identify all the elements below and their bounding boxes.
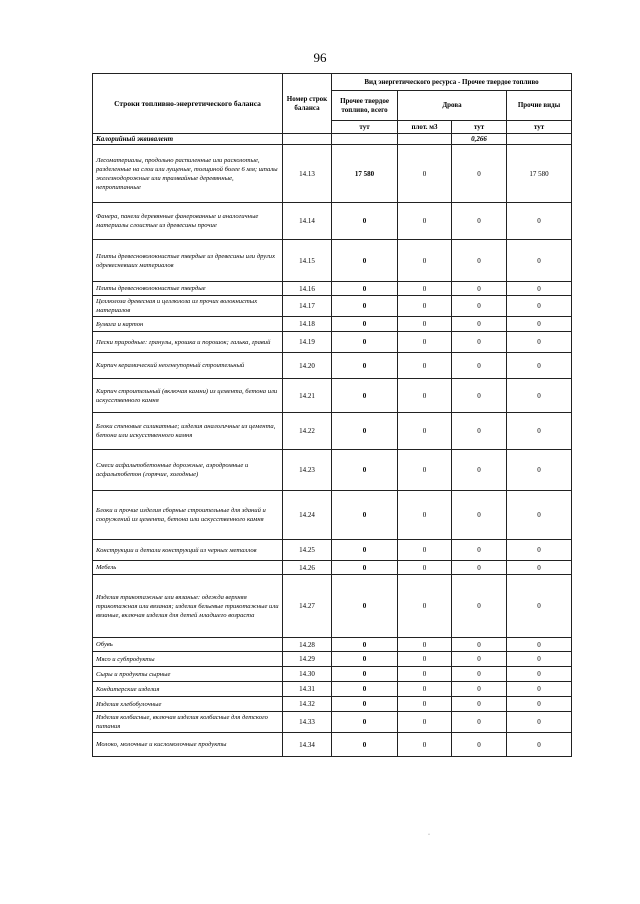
row-name: Плиты древесноволокнистые твердые из древесины или других одревесневших материалов: [93, 240, 283, 282]
row-code: 14.18: [283, 317, 332, 332]
table-row: [93, 282, 572, 296]
row-name: Мебель: [93, 561, 283, 575]
header-col-firewood: Дрова: [398, 91, 507, 121]
row-value-other-solid-tut: 0: [332, 575, 398, 638]
row-value-firewood-tut: 0: [452, 682, 507, 697]
row-code: 14.20: [283, 353, 332, 379]
row-value-other-kinds-tut: 0: [507, 561, 572, 575]
row-value-firewood-m3: 0: [398, 540, 452, 561]
row-value-firewood-m3: 0: [398, 652, 452, 667]
row-value-firewood-tut: 0: [452, 353, 507, 379]
table-row: [93, 540, 572, 561]
header-code-label: Номер строк баланса: [283, 74, 332, 134]
row-value-firewood-m3: 0: [398, 733, 452, 757]
table-row: [93, 203, 572, 240]
row-name: Блоки стеновые силикатные; изделия аналогичные из цемента, бетона или искусственного камня: [93, 413, 283, 450]
row-value-other-kinds-tut: 0: [507, 697, 572, 712]
row-value-firewood-m3: 0: [398, 712, 452, 733]
row-value-firewood-tut: 0: [452, 638, 507, 652]
row-value-other-kinds-tut: 0: [507, 652, 572, 667]
row-name: Целлюлоза древесная и целлюлоза из прочих волокнистых материалов: [93, 296, 283, 317]
row-value-firewood-m3: 0: [398, 638, 452, 652]
unit-tut: тут: [452, 121, 507, 134]
page-number: 96: [313, 50, 327, 65]
row-value-other-kinds-tut: 17 580: [507, 145, 572, 203]
row-value-other-solid-tut: 0: [332, 282, 398, 296]
row-value-firewood-tut: 0: [452, 733, 507, 757]
row-value-other-solid-tut: 0: [332, 203, 398, 240]
row-value-firewood-m3: 0: [398, 561, 452, 575]
row-value-other-kinds-tut: 0: [507, 733, 572, 757]
energy-balance-table: [92, 73, 572, 757]
table-row: [93, 682, 572, 697]
table-row: [93, 353, 572, 379]
row-value-firewood-tut: 0: [452, 491, 507, 540]
row-name: Мясо и субпродукты: [93, 652, 283, 667]
unit-tut: тут: [507, 121, 572, 134]
row-value-firewood-tut: 0: [452, 540, 507, 561]
row-name: Фанера, панели деревянные фанерованные и аналогичные материалы слоистые из древесины прочие: [93, 203, 283, 240]
row-value-other-solid-tut: 0: [332, 296, 398, 317]
row-value-firewood-tut: 0: [452, 145, 507, 203]
table-row: [93, 667, 572, 682]
row-value-other-kinds-tut: 0: [507, 638, 572, 652]
table-row: [93, 697, 572, 712]
table-row: [93, 575, 572, 638]
calorific-value: 0,266: [452, 134, 507, 145]
row-name: Изделия хлебобулочные: [93, 697, 283, 712]
row-value-other-solid-tut: 0: [332, 697, 398, 712]
row-code: 14.28: [283, 638, 332, 652]
row-name: Сыры и продукты сырные: [93, 667, 283, 682]
row-value-firewood-tut: 0: [452, 317, 507, 332]
row-value-firewood-tut: 0: [452, 282, 507, 296]
row-name: Кондитерские изделия: [93, 682, 283, 697]
table-row: [93, 145, 572, 203]
table-row: [93, 638, 572, 652]
row-value-other-kinds-tut: 0: [507, 682, 572, 697]
row-code: 14.13: [283, 145, 332, 203]
row-value-other-kinds-tut: 0: [507, 282, 572, 296]
row-value-other-solid-tut: 0: [332, 413, 398, 450]
row-code: 14.26: [283, 561, 332, 575]
header-row-label: Строки топливно-энергетического баланса: [93, 74, 283, 134]
row-value-other-kinds-tut: 0: [507, 353, 572, 379]
table-row: [93, 733, 572, 757]
row-value-firewood-tut: 0: [452, 712, 507, 733]
table-row: [93, 450, 572, 491]
row-value-other-kinds-tut: 0: [507, 413, 572, 450]
row-value-firewood-tut: 0: [452, 332, 507, 353]
row-code: 14.14: [283, 203, 332, 240]
calorific-label: Калорийный эквивалент: [93, 134, 283, 145]
row-name: Молоко, молочные и кисломолочные продукты: [93, 733, 283, 757]
table-row: [93, 712, 572, 733]
row-name: Обувь: [93, 638, 283, 652]
row-code: 14.16: [283, 282, 332, 296]
row-code: 14.17: [283, 296, 332, 317]
header-col-other-kinds: Прочие виды: [507, 91, 572, 121]
row-code: 14.33: [283, 712, 332, 733]
row-value-other-kinds-tut: 0: [507, 203, 572, 240]
row-value-firewood-tut: 0: [452, 667, 507, 682]
row-value-other-kinds-tut: 0: [507, 491, 572, 540]
row-value-firewood-m3: 0: [398, 491, 452, 540]
table-row: [93, 413, 572, 450]
row-name: Лесоматериалы, продольно распиленные или расколотые, разделенные на слои или лущеные, толщиной более 6 мм; шпалы железнодорожные или трамвайные деревянные, непропитанные: [93, 145, 283, 203]
row-value-other-solid-tut: 0: [332, 733, 398, 757]
row-code: 14.31: [283, 682, 332, 697]
row-value-firewood-m3: 0: [398, 450, 452, 491]
row-code: 14.15: [283, 240, 332, 282]
row-value-firewood-tut: 0: [452, 203, 507, 240]
row-value-other-solid-tut: 0: [332, 491, 398, 540]
row-code: 14.30: [283, 667, 332, 682]
row-name: Кирпич строительный (включая камни) из цемента, бетона или искусственного камня: [93, 379, 283, 413]
row-value-other-kinds-tut: 0: [507, 540, 572, 561]
table-row: [93, 561, 572, 575]
row-name: Смеси асфальтобетонные дорожные, аэродромные и асфальтобетон (горячие, холодные): [93, 450, 283, 491]
row-value-other-kinds-tut: 0: [507, 667, 572, 682]
row-value-other-kinds-tut: 0: [507, 450, 572, 491]
row-value-firewood-m3: 0: [398, 317, 452, 332]
row-value-firewood-tut: 0: [452, 561, 507, 575]
table-row: [93, 317, 572, 332]
row-value-firewood-tut: 0: [452, 575, 507, 638]
row-code: 14.32: [283, 697, 332, 712]
row-value-other-solid-tut: 0: [332, 667, 398, 682]
row-name: Конструкции и детали конструкций из черных металлов: [93, 540, 283, 561]
unit-tut: тут: [332, 121, 398, 134]
row-name: Плиты древесноволокнистые твердые: [93, 282, 283, 296]
row-code: 14.27: [283, 575, 332, 638]
unit-m3: плот. м3: [398, 121, 452, 134]
row-value-firewood-m3: 0: [398, 240, 452, 282]
row-value-firewood-m3: 0: [398, 697, 452, 712]
row-value-other-solid-tut: 0: [332, 712, 398, 733]
row-code: 14.22: [283, 413, 332, 450]
row-value-firewood-m3: 0: [398, 145, 452, 203]
row-name: Бумага и картон: [93, 317, 283, 332]
row-name: Изделия колбасные, включая изделия колбасные для детского питания: [93, 712, 283, 733]
row-value-other-solid-tut: 0: [332, 332, 398, 353]
row-value-firewood-tut: 0: [452, 379, 507, 413]
table-row: [93, 652, 572, 667]
row-code: 14.19: [283, 332, 332, 353]
row-value-firewood-m3: 0: [398, 413, 452, 450]
row-value-firewood-tut: 0: [452, 296, 507, 317]
table-row: [93, 296, 572, 317]
row-value-firewood-tut: 0: [452, 652, 507, 667]
row-value-other-solid-tut: 0: [332, 682, 398, 697]
row-value-other-kinds-tut: 0: [507, 317, 572, 332]
row-value-firewood-tut: 0: [452, 413, 507, 450]
row-value-firewood-m3: 0: [398, 682, 452, 697]
row-value-firewood-m3: 0: [398, 296, 452, 317]
row-code: 14.23: [283, 450, 332, 491]
row-value-firewood-tut: 0: [452, 450, 507, 491]
row-value-other-solid-tut: 0: [332, 450, 398, 491]
row-value-other-solid-tut: 0: [332, 379, 398, 413]
row-value-firewood-m3: 0: [398, 282, 452, 296]
row-name: Пески природные: гранулы, крошка и порошок; галька, гравий: [93, 332, 283, 353]
row-value-firewood-m3: 0: [398, 203, 452, 240]
row-value-other-solid-tut: 0: [332, 540, 398, 561]
row-code: 14.21: [283, 379, 332, 413]
row-name: Изделия трикотажные или вязаные: одежда верхняя трикотажная или вязаная; изделия бельевые трикотажные или вязаные, включая изделия для детей младшего возраста: [93, 575, 283, 638]
row-code: 14.24: [283, 491, 332, 540]
row-value-other-kinds-tut: 0: [507, 379, 572, 413]
row-value-other-solid-tut: 0: [332, 638, 398, 652]
row-value-other-solid-tut: 0: [332, 652, 398, 667]
row-value-other-solid-tut: 17 580: [332, 145, 398, 203]
row-value-other-kinds-tut: 0: [507, 575, 572, 638]
row-code: 14.25: [283, 540, 332, 561]
row-value-firewood-m3: 0: [398, 575, 452, 638]
row-value-firewood-m3: 0: [398, 332, 452, 353]
row-value-firewood-tut: 0: [452, 240, 507, 282]
row-value-other-kinds-tut: 0: [507, 712, 572, 733]
header-resource-label: Вид энергетического ресурса - Прочее твердое топливо: [332, 74, 572, 91]
row-value-firewood-m3: 0: [398, 379, 452, 413]
row-code: 14.29: [283, 652, 332, 667]
table-row: [93, 379, 572, 413]
row-value-other-solid-tut: 0: [332, 317, 398, 332]
row-value-other-solid-tut: 0: [332, 353, 398, 379]
row-value-firewood-tut: 0: [452, 697, 507, 712]
row-value-other-kinds-tut: 0: [507, 240, 572, 282]
table-row: [93, 332, 572, 353]
header-col-other-solid: Прочее твердое топливо, всего: [332, 91, 398, 121]
row-value-firewood-m3: 0: [398, 667, 452, 682]
row-value-other-solid-tut: 0: [332, 561, 398, 575]
row-name: Блоки и прочие изделия сборные строительные для зданий и сооружений из цемента, бетона или искусственного камня: [93, 491, 283, 540]
row-code: 14.34: [283, 733, 332, 757]
row-value-other-solid-tut: 0: [332, 240, 398, 282]
row-name: Кирпич керамический неогнеупорный строительный: [93, 353, 283, 379]
row-value-firewood-m3: 0: [398, 353, 452, 379]
row-value-other-kinds-tut: 0: [507, 332, 572, 353]
row-value-other-kinds-tut: 0: [507, 296, 572, 317]
table-row: [93, 240, 572, 282]
table-row: [93, 491, 572, 540]
